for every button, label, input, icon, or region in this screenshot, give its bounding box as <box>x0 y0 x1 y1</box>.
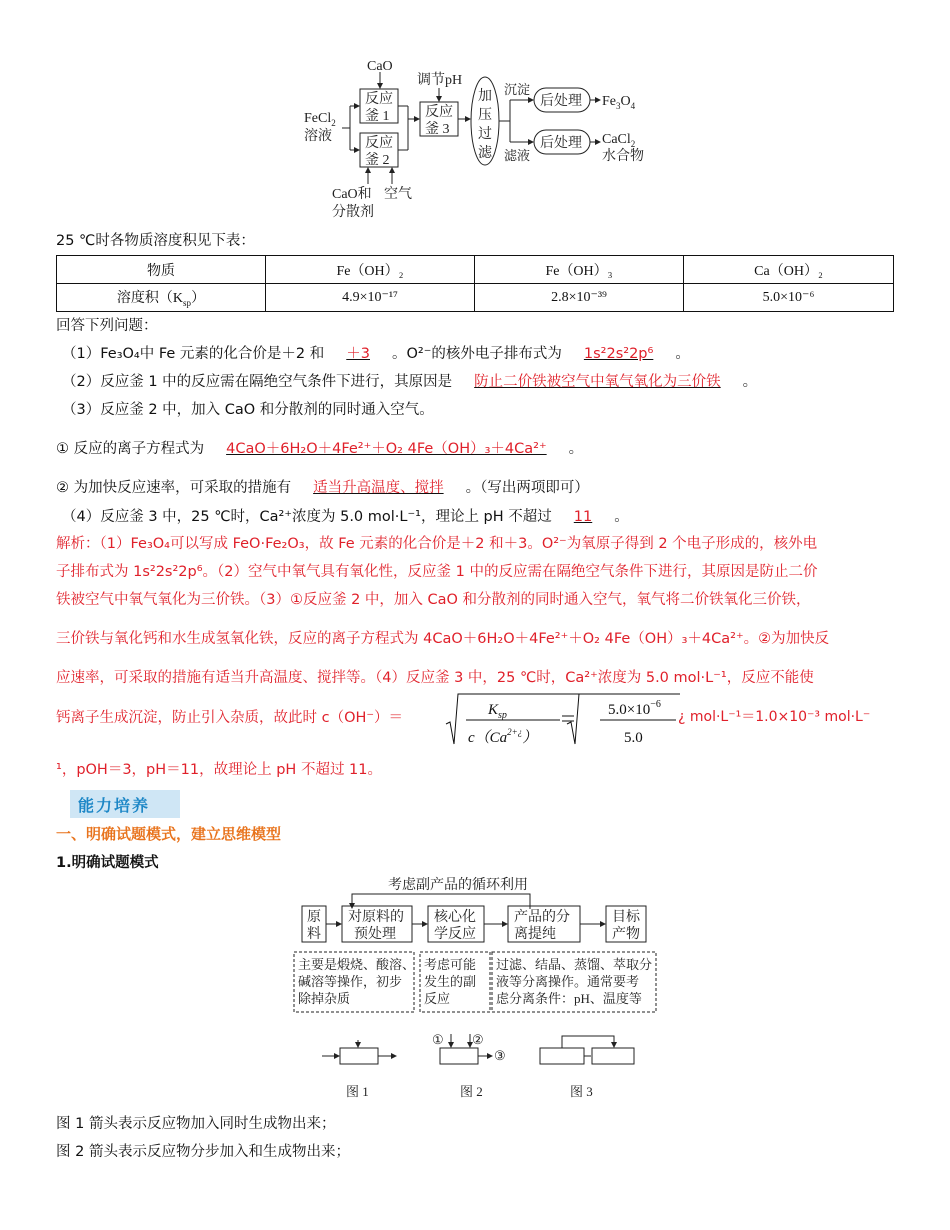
post-process-1: 后处理 <box>540 94 582 109</box>
precipitate-label: 沉淀 <box>504 82 531 97</box>
analysis-line-6: 钙离子生成沉淀，防止引入杂质，故此时 c（OH⁻）＝ <box>56 710 404 726</box>
reactor3-label-b: 釜 3 <box>425 122 450 137</box>
table-cell: 4.9×10⁻¹⁷ <box>266 284 475 312</box>
box-separate-1: 产品的分 <box>514 910 570 925</box>
filter-char-1: 加 <box>478 89 492 104</box>
note-separate-3: 虑分离条件：pH、温度等 <box>496 991 642 1006</box>
note-pretreat-2: 碱溶等操作，初步 <box>298 974 403 989</box>
question-2: （2）反应釜 1 中的反应需在隔绝空气条件下进行，其原因是 防止二价铁被空气中氧气氧化为三价铁 。 <box>62 374 758 390</box>
numerator-value: $5.0\times 10^{-6}$ <box>608 699 661 718</box>
answer-blank: ＋3 <box>346 346 370 362</box>
note-separate-1: 过滤、结晶、蒸馏、萃取分 <box>496 957 653 972</box>
answer-blank: 11 <box>573 509 593 525</box>
question-1: （1）Fe₃O₄中 Fe 元素的化合价是＋2 和 ＋3 。O²⁻的核外电子排布式为 1s²2s²2p⁶ 。 <box>62 346 690 362</box>
ksp-table <box>56 255 894 312</box>
answer-blank: 4CaO＋6H₂O＋4Fe²⁺＋O₂ 4Fe（OH）₃＋4Ca²⁺ <box>226 441 547 457</box>
answer-blank: 适当升高温度、搅拌 <box>313 480 444 496</box>
filtrate-label: 滤液 <box>504 148 531 163</box>
fig2-caption: 图 2 <box>460 1084 483 1099</box>
note-core-3: 反应 <box>424 991 451 1006</box>
fig2-description: 图 2 箭头表示反应物分步加入和生成物出来； <box>56 1144 350 1160</box>
reactor3-label-a: 反应 <box>425 105 453 120</box>
analysis-line-5: 应速率，可采取的措施有适当升高温度、搅拌等。（4）反应釜 3 中，25 ℃时，Ca²⁺浓度为 5.0 mol·L⁻¹，反应不能使 <box>56 670 814 686</box>
box-raw-1: 原 <box>307 910 321 925</box>
note-pretreat-1: 主要是煅烧、酸溶、 <box>298 957 416 972</box>
table-header-cell: 物质 <box>57 256 266 284</box>
product-fe3o4: $Fe_3O_4$ <box>602 94 636 111</box>
question-4: （4）反应釜 3 中，25 ℃时，Ca²⁺浓度为 5.0 mol·L⁻¹，理论上 pH 不超过 11 。 <box>62 509 629 525</box>
circle-2: ② <box>472 1032 484 1047</box>
product-hydrate: 水合物 <box>602 149 644 164</box>
box-core-2: 学反应 <box>434 927 476 942</box>
analysis-line-2: 子排布式为 1s²2s²2p⁶。（2）空气中氧气具有氧化性，反应釜 1 中的反应需在隔绝空气条件下进行，其原因是防止二价 <box>56 564 818 580</box>
analysis-line-6-tail: ¿ mol·L⁻¹＝1.0×10⁻³ mol·L⁻ <box>678 709 871 725</box>
box-target-2: 产物 <box>612 927 640 942</box>
note-core-1: 考虑可能 <box>424 957 477 972</box>
table-cell: 2.8×10⁻³⁹ <box>475 284 684 312</box>
box-raw-2: 料 <box>307 927 321 942</box>
table-header-cell: Ca（OH）₂ <box>684 256 894 284</box>
analysis-line-4: 三价铁与氧化钙和水生成氢氧化铁，反应的离子方程式为 4CaO＋6H₂O＋4Fe²⁺＋O₂ 4Fe（OH）₃＋4Ca²⁺。②为加快反 <box>56 631 830 647</box>
table-intro: 25 ℃时各物质溶度积见下表： <box>56 233 255 249</box>
note-core-2: 发生的副 <box>424 974 477 989</box>
table-row <box>57 284 894 312</box>
analysis-line-7: ¹，pOH＝3，pH＝11，故理论上 pH 不超过 11。 <box>56 762 383 778</box>
section-banner <box>70 790 180 818</box>
table-row-label: 溶度积$(K_{sp})$ <box>57 284 266 312</box>
air-label: 空气 <box>384 187 412 202</box>
circle-1: ① <box>432 1032 444 1047</box>
box-pretreat-1: 对原料的 <box>348 910 404 925</box>
fig3-caption: 图 3 <box>570 1084 593 1099</box>
section-heading: 一、明确试题模式，建立思维模型 <box>56 825 282 843</box>
answer-blank: 1s²2s²2p⁶ <box>583 346 654 362</box>
cao-dispersant-label-2: 分散剂 <box>332 205 374 220</box>
answer-prompt: 回答下列问题： <box>56 318 158 334</box>
ksp-symbol: $K_{sp}$ <box>488 702 507 721</box>
circle-3: ③ <box>494 1048 506 1063</box>
cao-dispersant-label-1: CaO和 <box>332 187 372 202</box>
analysis-line-1: 解析：（1）Fe₃O₄可以写成 FeO·Fe₂O₃，故 Fe 元素的化合价是＋2 和＋3。O²⁻为氧原子得到 2 个电子形成的，核外电 <box>56 536 818 552</box>
table-header-cell: Fe（OH）₃ <box>475 256 684 284</box>
thinking-model-diagram <box>292 872 664 1108</box>
question-3a: ① 反应的离子方程式为 4CaO＋6H₂O＋4Fe²⁺＋O₂ 4Fe（OH）₃＋4Ca²⁺ 。 <box>56 441 584 457</box>
fecl2-label: FeCl$_2$ <box>304 111 336 128</box>
reactor1-label-a: 反应 <box>365 92 393 107</box>
sqrt-formula <box>442 690 692 750</box>
reactor2-label-a: 反应 <box>365 136 393 151</box>
solution-label: 溶液 <box>304 129 332 144</box>
box-target-1: 目标 <box>612 910 640 925</box>
subsection-heading: 1.明确试题模式 <box>56 855 159 871</box>
table-cell: 5.0×10⁻⁶ <box>684 284 894 312</box>
ca-denominator: $c(Ca^{2+¿})$ <box>468 727 538 746</box>
box-separate-2: 离提纯 <box>514 927 556 942</box>
answer-blank: 防止二价铁被空气中氧气氧化为三价铁 <box>474 374 721 390</box>
denominator-value: 5.0 <box>624 730 643 746</box>
cycle-label: 考虑副产品的循环利用 <box>388 878 528 893</box>
question-3: （3）反应釜 2 中，加入 CaO 和分散剂的同时通入空气。 <box>62 402 434 418</box>
box-pretreat-2: 预处理 <box>354 927 396 942</box>
question-3b: ② 为加快反应速率，可采取的措施有 适当升高温度、搅拌 。（写出两项即可） <box>56 480 589 496</box>
adjust-ph-label: 调节pH <box>417 73 463 88</box>
process-flow-diagram <box>296 56 656 226</box>
reactor2-label-b: 釜 2 <box>365 153 390 168</box>
product-cacl2: CaCl$_2$ <box>602 132 636 149</box>
post-process-2: 后处理 <box>540 136 582 151</box>
filter-char-2: 压 <box>478 108 492 123</box>
note-pretreat-3: 除掉杂质 <box>298 991 351 1006</box>
table-header-row <box>57 256 894 284</box>
fig1-description: 图 1 箭头表示反应物加入同时生成物出来； <box>56 1116 336 1132</box>
analysis-line-3: 铁被空气中氧气氧化为三价铁。（3）①反应釜 2 中，加入 CaO 和分散剂的同时通入空气，氧气将二价铁氧化三价铁， <box>56 592 811 608</box>
fig1-caption: 图 1 <box>346 1084 369 1099</box>
table-header-cell: Fe（OH）₂ <box>266 256 475 284</box>
box-core-1: 核心化 <box>434 910 476 925</box>
reactor1-label-b: 釜 1 <box>365 109 390 124</box>
cao-top-label: CaO <box>367 59 393 74</box>
note-separate-2: 液等分离操作。通常要考 <box>496 974 640 989</box>
filter-char-3: 过 <box>478 127 492 142</box>
banner-title: 能力培养 <box>78 796 151 815</box>
filter-char-4: 滤 <box>478 146 492 161</box>
